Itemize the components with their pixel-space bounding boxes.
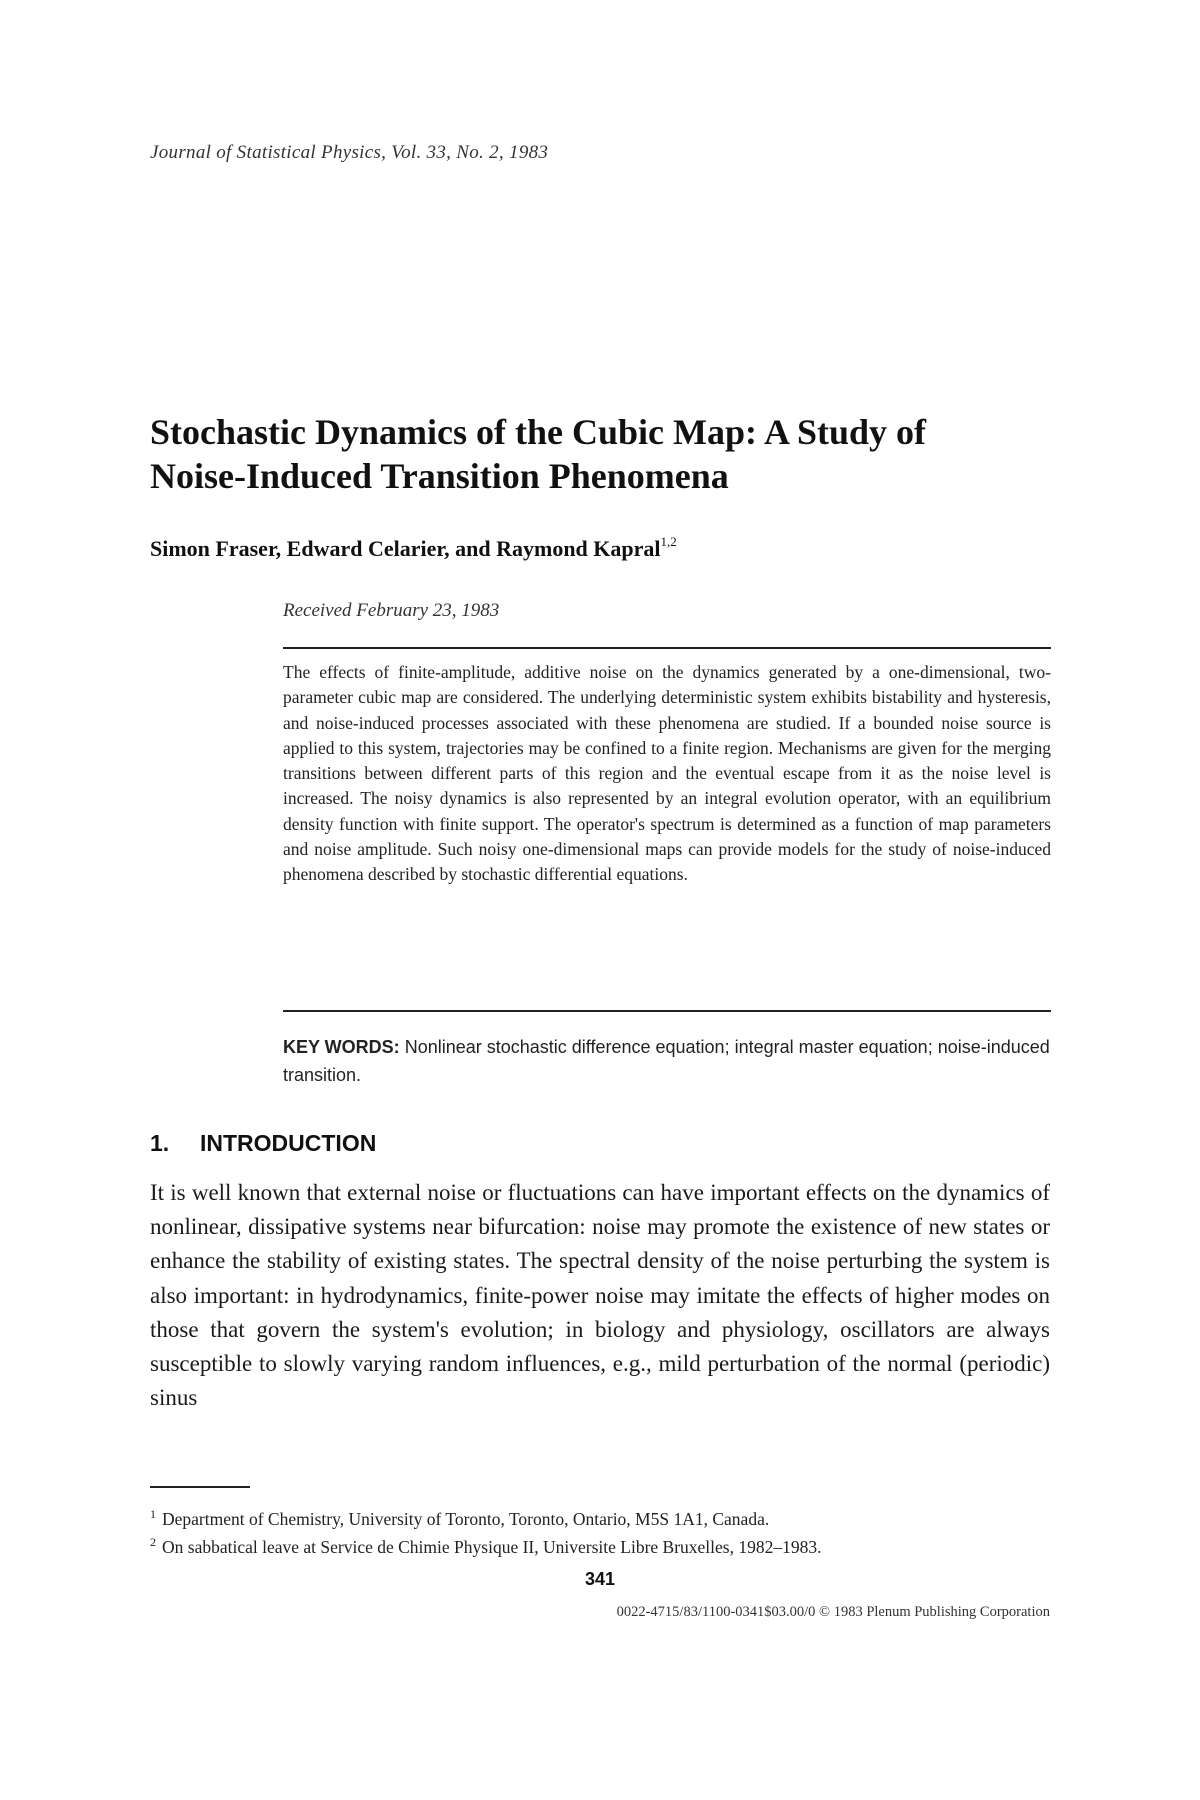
key-words-label: KEY WORDS:: [283, 1037, 400, 1057]
article-title: [150, 410, 1050, 498]
key-words-text: Nonlinear stochastic difference equation; integral master equation; noise-induced transition.: [283, 1037, 1050, 1085]
abstract-text: The effects of finite-amplitude, additive noise on the dynamics generated by a one-dimensional, two-parameter cubic map are considered. The underlying deterministic system exhibits bistability and hysteresis, and noise-induced processes associated with these phenomena are studied. If a bounded noise source is applied to this system, trajectories may be confined to a finite region. Mechanisms are given for the merging transitions between different parts of this region and the eventual escape from it as the noise level is increased. The noisy dynamics is also represented by an integral evolution operator, with an equilibrium density function with finite support. The operator's spectrum is determined as a function of map parameters and noise amplitude. Such noisy one-dimensional maps can provide models for the study of noise-induced phenomena described by stochastic differential equations.: [283, 662, 1051, 885]
author-list: [150, 534, 677, 562]
section-heading: [150, 1130, 376, 1157]
introduction-paragraph: It is well known that external noise or fluctuations can have important effects on the dynamics of nonlinear, dissipative systems near bifurcation: noise may promote the existence of new states or enhance the stability of existing states. The spectral density of the noise perturbing the system is also important: in hydrodynamics, finite-power noise may imitate the effects of higher modes on those that govern the system's evolution; in biology and physiology, oscillators are always susceptible to slowly varying random influences, e.g., mild perturbation of the normal (periodic) sinus: [150, 1180, 1050, 1411]
abstract-bottom-rule: [283, 1010, 1051, 1012]
key-words: [283, 1033, 1053, 1089]
footnote-2-mark: 2: [150, 1535, 156, 1549]
page-number: 341: [584, 1569, 616, 1589]
received-date: Received February 23, 1983: [283, 600, 500, 621]
journal-citation: Journal of Statistical Physics, Vol. 33, No. 2, 1983: [150, 142, 549, 163]
footnote-1-mark: 1: [150, 1507, 156, 1521]
footnote-2: [150, 1530, 1060, 1559]
copyright-line: 0022-4715/83/1100-0341$03.00/0 © 1983 Plenum Publishing Corporation: [616, 1604, 1050, 1620]
section-title: INTRODUCTION: [200, 1130, 377, 1156]
author-names: Simon Fraser, Edward Celarier, and Raymond Kapral: [150, 536, 661, 561]
article-title-line-2: Noise-Induced Transition Phenomena: [150, 456, 729, 496]
abstract-top-rule: [283, 647, 1051, 649]
article-title-line-1: Stochastic Dynamics of the Cubic Map: A Study of: [150, 412, 927, 452]
footnote-rule: [150, 1486, 250, 1488]
footnote-1: [150, 1502, 1060, 1531]
section-number: 1.: [150, 1130, 170, 1156]
author-affiliation-marks: 1,2: [660, 534, 677, 549]
footnote-2-text: On sabbatical leave at Service de Chimie Physique II, Universite Libre Bruxelles, 1982–1983.: [162, 1537, 822, 1557]
footnote-1-text: Department of Chemistry, University of Toronto, Toronto, Ontario, M5S 1A1, Canada.: [162, 1509, 770, 1529]
